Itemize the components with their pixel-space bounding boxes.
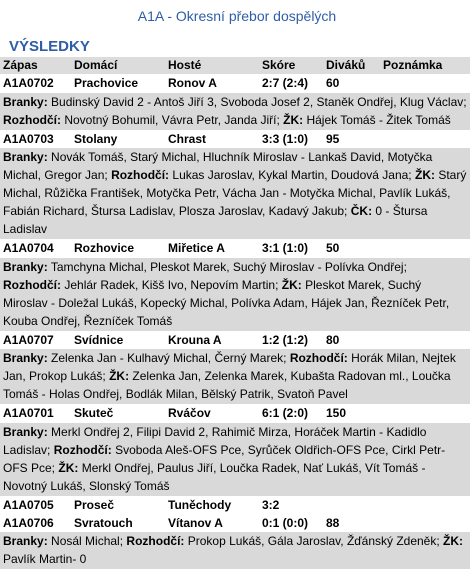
col-skore: Skóre: [259, 57, 323, 75]
match-detail: [0, 423, 470, 497]
goals-label: Branky:: [3, 351, 48, 365]
away-team: Tuněchody: [165, 496, 259, 514]
away-team: Krouna A: [165, 331, 259, 349]
match-detail-row: [0, 349, 470, 405]
score: 2:7 (2:4): [259, 75, 323, 93]
score: 6:1 (2:0): [259, 405, 323, 423]
red-cards-label: ČK:: [351, 204, 372, 218]
note: [380, 240, 470, 258]
match-detail: [0, 258, 470, 332]
yellow-cards-label: ŽK:: [109, 369, 129, 383]
page-title: A1A - Okresní přebor dospělých: [0, 0, 474, 29]
referees-value: Lukas Jaroslav, Kykal Martin, Doudová Jana;: [172, 168, 411, 182]
results-body: [0, 75, 470, 569]
away-team: Miřetice A: [165, 240, 259, 258]
spectators: 95: [323, 130, 380, 148]
goals-value: Nosál Michal;: [51, 534, 123, 548]
referees-value: Novotný Bohumil, Vávra Petr, Janda Jiří;: [64, 113, 279, 127]
match-row: [0, 240, 470, 258]
match-id: A1A0707: [0, 331, 71, 349]
match-id: A1A0705: [0, 496, 71, 514]
match-id: A1A0702: [0, 75, 71, 93]
goals-value: Tamchyna Michal, Pleskot Marek, Suchý Miroslav - Polívka Ondřej;: [51, 260, 407, 274]
match-id: A1A0703: [0, 130, 71, 148]
match-detail: [0, 93, 470, 131]
referees-label: Rozhodčí:: [3, 113, 61, 127]
referees-label: Rozhodčí:: [126, 534, 184, 548]
score: 3:2: [259, 496, 323, 514]
goals-label: Branky:: [3, 260, 48, 274]
yellow-cards-value: Merkl Ondřej, Paulus Jiří, Loučka Radek, Nať Lukáš, Vít Tomáš - Novotný Lukáš, Slonský Tomáš: [3, 461, 425, 493]
match-detail-row: [0, 258, 470, 332]
home-team: Skuteč: [71, 405, 165, 423]
referees-value: Horák Milan, Nejtek Jan, Prokop Lukáš;: [3, 351, 456, 383]
note: [380, 75, 470, 93]
yellow-cards-value: Hájek Tomáš - Žitek Tomáš: [306, 113, 450, 127]
match-id: A1A0704: [0, 240, 71, 258]
section-title: VÝSLEDKY: [0, 37, 474, 57]
away-team: Ronov A: [165, 75, 259, 93]
spectators: 88: [323, 514, 380, 532]
match-row: [0, 75, 470, 93]
match-row: [0, 130, 470, 148]
col-hoste: Hosté: [165, 57, 259, 75]
table-header-row: [0, 57, 470, 75]
away-team: Chrast: [165, 130, 259, 148]
match-detail: [0, 148, 470, 240]
yellow-cards-value: Starý Michal, Růžička František, Motyčka Petr, Vácha Jan - Motyčka Michal, Pavlík Lukáš, Fabián Richard, Štursa Ladislav, Plosza Jaroslav, Kadavý Jakub;: [3, 168, 466, 218]
goals-value: Budinský David 2 - Antoš Jiří 3, Svoboda Josef 2, Staněk Ondřej, Klug Václav;: [51, 95, 467, 109]
yellow-cards-label: ŽK:: [283, 113, 303, 127]
home-team: Proseč: [71, 496, 165, 514]
home-team: Prachovice: [71, 75, 165, 93]
yellow-cards-value: Pleskot Marek, Suchý Miroslav - Doležal Lukáš, Kopecký Michal, Polívka Adam, Hájek Jan, Řezníček Petr, Kouba Ondřej, Řezníček Tomáš: [3, 278, 449, 328]
away-team: Rváčov: [165, 405, 259, 423]
col-zapas: Zápas: [0, 57, 71, 75]
goals-label: Branky:: [3, 425, 48, 439]
col-poznamka: Poznámka: [380, 57, 470, 75]
goals-value: Zelenka Jan - Kulhavý Michal, Černý Marek;: [51, 351, 286, 365]
match-id: A1A0701: [0, 405, 71, 423]
note: [380, 496, 470, 514]
goals-label: Branky:: [3, 150, 48, 164]
match-detail-row: [0, 93, 470, 131]
referees-value: Jehlár Radek, Kišš Ivo, Nepovím Martin;: [64, 278, 278, 292]
spectators: 50: [323, 240, 380, 258]
goals-value: Novák Tomáš, Starý Michal, Hluchník Miroslav - Lankaš David, Motyčka Michal, Gregor Jan;: [3, 150, 432, 182]
away-team: Vítanov A: [165, 514, 259, 532]
match-detail: [0, 349, 470, 405]
match-row: [0, 331, 470, 349]
col-domaci: Domácí: [71, 57, 165, 75]
yellow-cards-label: ŽK:: [415, 168, 435, 182]
home-team: Rozhovice: [71, 240, 165, 258]
home-team: Svratouch: [71, 514, 165, 532]
home-team: Stolany: [71, 130, 165, 148]
score: 1:2 (1:2): [259, 331, 323, 349]
yellow-cards-label: ŽK:: [443, 534, 463, 548]
red-cards-value: 0 - Štursa Ladislav: [3, 204, 427, 236]
note: [380, 405, 470, 423]
results-table: [0, 57, 470, 569]
match-id: A1A0706: [0, 514, 71, 532]
note: [380, 331, 470, 349]
note: [380, 130, 470, 148]
spectators: 80: [323, 331, 380, 349]
match-detail: [0, 532, 470, 569]
col-divaku: Diváků: [323, 57, 380, 75]
goals-value: Merkl Ondřej 2, Filipi David 2, Rahimič Mirza, Horáček Martin - Kadidlo Ladislav;: [3, 425, 426, 457]
match-row: [0, 405, 470, 423]
match-detail-row: [0, 532, 470, 569]
referees-label: Rozhodčí:: [54, 443, 112, 457]
referees-label: Rozhodčí:: [290, 351, 348, 365]
spectators: 60: [323, 75, 380, 93]
score: 3:3 (1:0): [259, 130, 323, 148]
yellow-cards-value: Zelenka Jan, Zelenka Marek, Kubašta Radovan ml., Loučka Tomáš - Holas Ondřej, Bodlák Milan, Bělský Patrik, Svatoň Pavel: [3, 369, 451, 401]
goals-label: Branky:: [3, 534, 48, 548]
spectators: [323, 496, 380, 514]
referees-label: Rozhodčí:: [3, 278, 61, 292]
yellow-cards-label: ŽK:: [282, 278, 302, 292]
note: [380, 514, 470, 532]
home-team: Svídnice: [71, 331, 165, 349]
score: 0:1 (0:0): [259, 514, 323, 532]
spectators: 150: [323, 405, 380, 423]
match-detail-row: [0, 423, 470, 497]
goals-label: Branky:: [3, 95, 48, 109]
yellow-cards-label: ŽK:: [58, 461, 78, 475]
match-row: [0, 496, 470, 514]
referees-value: Prokop Lukáš, Gála Jaroslav, Žďánský Zdeněk;: [188, 534, 440, 548]
yellow-cards-value: Pavlík Martin- 0: [3, 552, 86, 566]
referees-value: Svoboda Aleš-OFS Pce, Syrůček Oldřich-OFS Pce, Cirkl Petr-OFS Pce;: [3, 443, 445, 475]
match-detail-row: [0, 148, 470, 240]
score: 3:1 (1:0): [259, 240, 323, 258]
match-row: [0, 514, 470, 532]
referees-label: Rozhodčí:: [111, 168, 169, 182]
